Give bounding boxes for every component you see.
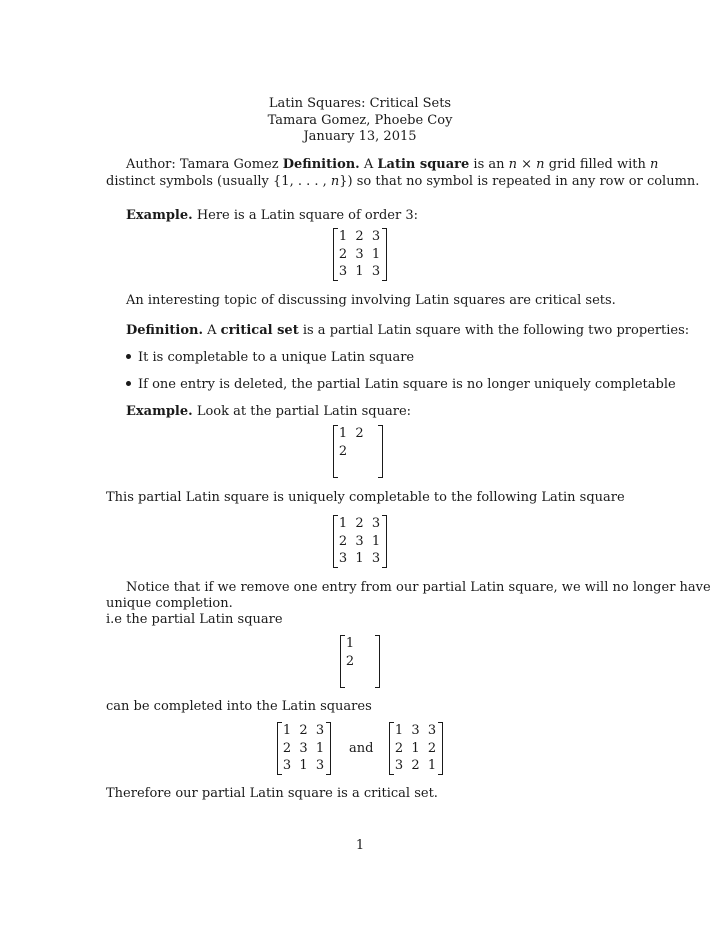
- matrix-cell: 3: [371, 229, 381, 244]
- matrix-cell: 1: [345, 636, 355, 651]
- matrix-cell: 3: [394, 758, 404, 773]
- matrix-cell: 1: [338, 426, 348, 441]
- matrix-cell: 1: [355, 264, 364, 279]
- bullet-item: If one entry is deleted, the partial Latin square is no longer uniquely completable: [126, 377, 676, 393]
- matrix-cell: 2: [282, 740, 292, 756]
- matrix-option-a: [277, 722, 331, 775]
- matrix-cell: 2: [338, 246, 348, 262]
- matrix-cell: 2: [299, 723, 308, 738]
- matrix-cell: 1: [355, 551, 364, 566]
- page-number: 1: [355, 838, 365, 853]
- matrix-cell: 3: [299, 740, 308, 756]
- matrix-cell: 3: [282, 758, 292, 773]
- matrix-reduced: [340, 635, 380, 688]
- matrix-cell: 3: [371, 516, 381, 531]
- matrix-cell: 3: [355, 533, 364, 549]
- definition-term: Latin square: [377, 157, 470, 172]
- para-ie: i.e the partial Latin square: [106, 612, 283, 627]
- matrix-cell: 1: [315, 740, 325, 756]
- bullet-icon: [126, 381, 131, 386]
- para-notice-1: Notice that if we remove one entry from our partial Latin square, we will no longer have: [126, 580, 711, 595]
- bullet-icon: [126, 354, 131, 359]
- matrix-cell: 2: [338, 443, 348, 459]
- matrix-full: [333, 228, 387, 281]
- matrix-cell: 1: [411, 740, 420, 756]
- definition-label: Definition.: [282, 157, 360, 172]
- matrix-cell: 2: [355, 229, 364, 244]
- matrix-cell: 3: [371, 264, 381, 279]
- definition-label: Definition.: [126, 323, 203, 338]
- matrix-cell: 3: [338, 551, 348, 566]
- example-label: Example.: [126, 208, 193, 223]
- intro-line-2: distinct symbols (usually {1, . . . , n}) so that no symbol is repeated in any row or column.: [106, 174, 700, 189]
- definition-2: Definition. A critical set is a partial Latin square with the following two properties:: [126, 323, 690, 338]
- matrix-cell: 1: [427, 758, 437, 773]
- matrix-cell: 2: [394, 740, 404, 756]
- example-1: Example. Here is a Latin square of order 3:: [126, 208, 418, 223]
- para-therefore: Therefore our partial Latin square is a critical set.: [106, 786, 438, 801]
- matrix-completed: [333, 515, 387, 568]
- matrix-cell: 2: [411, 758, 420, 773]
- author-prefix: Author: Tamara Gomez: [126, 157, 279, 172]
- matrix-cell: 1: [394, 723, 404, 738]
- para-interesting: An interesting topic of discussing involving Latin squares are critical sets.: [126, 293, 616, 308]
- matrix-cell: 3: [315, 723, 325, 738]
- matrix-cell: 3: [355, 246, 364, 262]
- matrix-cell: 3: [371, 551, 381, 566]
- matrix-cell: 1: [282, 723, 292, 738]
- right-bracket: [378, 425, 383, 478]
- matrix-cell: 2: [355, 516, 364, 531]
- matrix-cell: 2: [345, 653, 355, 669]
- bullet-item: It is completable to a unique Latin square: [126, 350, 414, 366]
- matrix-cell: 1: [371, 533, 381, 549]
- example-2: Example. Look at the partial Latin square:: [126, 404, 412, 419]
- example-label: Example.: [126, 404, 193, 419]
- document-date: January 13, 2015: [303, 129, 417, 144]
- matrix-cell: 1: [299, 758, 308, 773]
- matrix-partial: [333, 425, 383, 478]
- matrix-cell: 2: [427, 740, 437, 756]
- para-unique: This partial Latin square is uniquely completable to the following Latin square: [106, 490, 625, 505]
- matrix-cell: 3: [411, 723, 420, 738]
- intro-line-1: Author: Tamara Gomez Definition. A Latin square is an n × n grid filled with n: [126, 157, 659, 172]
- matrix-cell: 2: [338, 533, 348, 549]
- matrix-cell: 2: [355, 426, 364, 441]
- math-n-by-n: n × n: [508, 157, 545, 172]
- matrix-cell: 3: [315, 758, 325, 773]
- matrix-option-b: [389, 722, 443, 775]
- matrix-cell: 1: [338, 229, 348, 244]
- right-bracket: [375, 635, 380, 688]
- document-authors: Tamara Gomez, Phoebe Coy: [267, 113, 453, 128]
- document-title: Latin Squares: Critical Sets: [268, 96, 452, 111]
- para-notice-2: unique completion.: [106, 596, 233, 611]
- para-can-be: can be completed into the Latin squares: [106, 699, 372, 714]
- matrix-cell: 1: [338, 516, 348, 531]
- matrix-cell: 1: [371, 246, 381, 262]
- matrix-cell: 3: [338, 264, 348, 279]
- and-word: and: [349, 741, 374, 756]
- definition-term: critical set: [220, 323, 299, 338]
- matrix-cell: 3: [427, 723, 437, 738]
